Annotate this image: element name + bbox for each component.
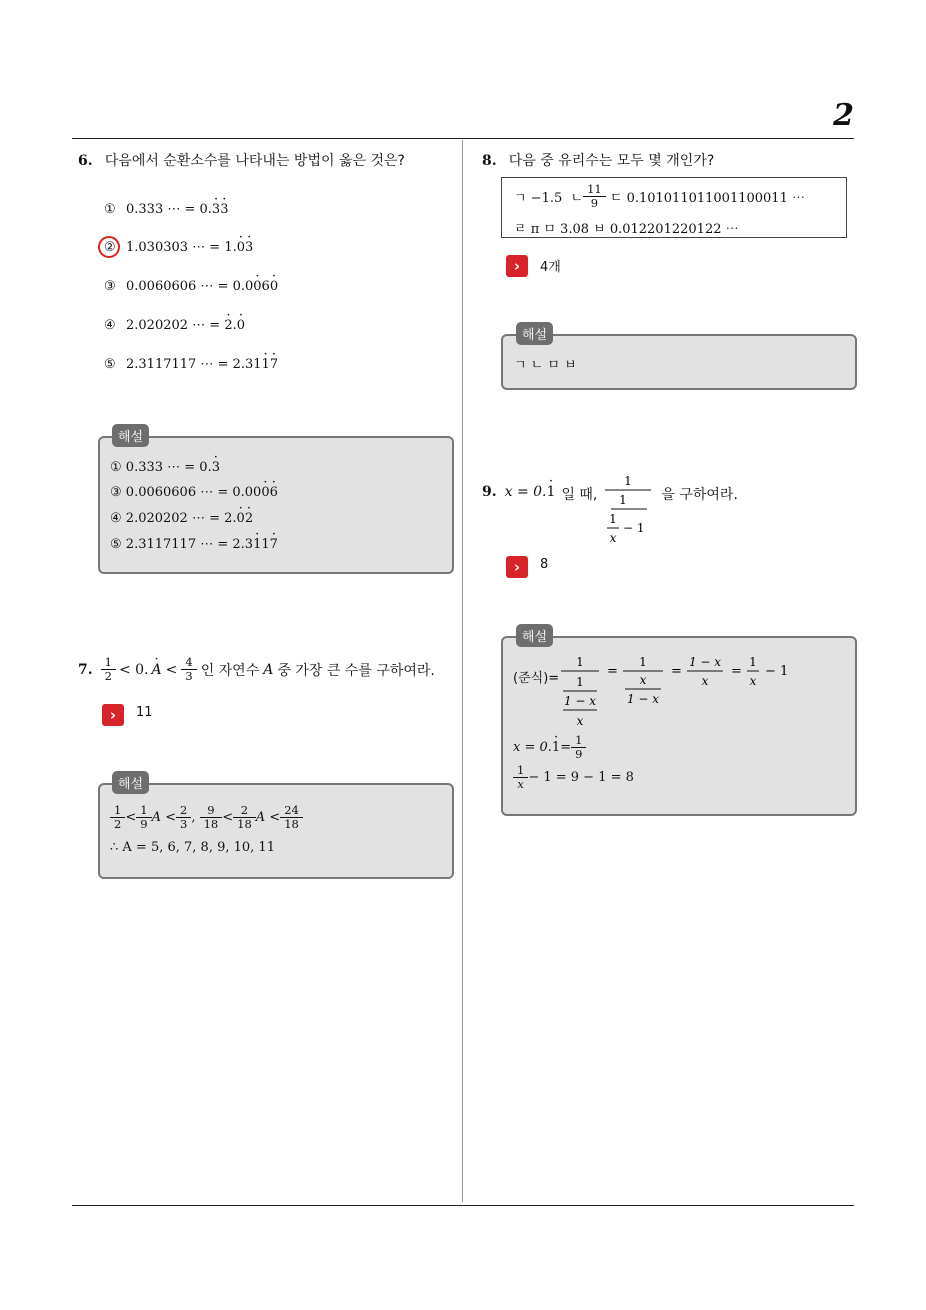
svg-text:=: = bbox=[607, 664, 619, 679]
fraction bbox=[103, 656, 114, 683]
question-9-text: 을 구하여라. bbox=[661, 487, 738, 503]
solution-expression: 2.020202 ⋯ = 2. bbox=[125, 511, 237, 526]
q7-solution-tag: 해설 bbox=[112, 771, 149, 794]
fraction: $\frac{1}{x}$ bbox=[515, 764, 526, 791]
option-number: ⑤ bbox=[104, 357, 116, 372]
numerator: 1 bbox=[104, 655, 112, 669]
repeating-digit: 0 · bbox=[237, 240, 245, 255]
svg-text:1: 1 bbox=[749, 655, 757, 669]
q6-option-1[interactable] bbox=[104, 202, 228, 217]
numerator: 11 bbox=[587, 182, 602, 196]
option-number: ③ bbox=[104, 279, 116, 294]
svg-text:1: 1 bbox=[576, 655, 584, 669]
svg-text:1: 1 bbox=[639, 655, 647, 669]
question-7-stem bbox=[78, 656, 435, 683]
repeating-digit: 3 · bbox=[212, 202, 220, 217]
repeating-digit: 3 · bbox=[212, 460, 220, 475]
question-8-number: 8. bbox=[482, 153, 497, 169]
q9-answer: 8 bbox=[540, 557, 549, 572]
option-number: ① bbox=[110, 460, 122, 475]
answer-arrow-icon: › bbox=[506, 556, 528, 578]
svg-text:x: x bbox=[749, 674, 757, 688]
footer-rule bbox=[72, 1205, 854, 1206]
operator: = bbox=[560, 740, 572, 756]
svg-text:− 1: − 1 bbox=[623, 521, 645, 535]
fraction bbox=[585, 183, 604, 210]
question-8-stem bbox=[482, 150, 714, 170]
svg-text:x: x bbox=[701, 674, 709, 688]
svg-text:=: = bbox=[731, 664, 743, 679]
numerator: 1 bbox=[140, 803, 148, 817]
fraction bbox=[235, 804, 254, 831]
denominator: 2 bbox=[110, 817, 125, 831]
option-expression: 2.020202 ⋯ = bbox=[126, 318, 225, 333]
denominator: 18 bbox=[280, 817, 303, 831]
fraction bbox=[183, 656, 194, 683]
fraction: $\frac{1}{9}$ bbox=[573, 734, 584, 761]
svg-text:1 − x: 1 − x bbox=[627, 692, 660, 706]
question-6-text: 다음에서 순환소수를 나타내는 방법이 옳은 것은? bbox=[104, 153, 405, 169]
q6-option-3[interactable] bbox=[104, 279, 278, 294]
item: ㄷ 0.101011011001100011 ⋯ bbox=[609, 191, 805, 207]
repeating-digit: 1 · bbox=[552, 740, 560, 755]
option-number: ① bbox=[104, 202, 116, 217]
q6-solution-line-3 bbox=[110, 511, 253, 526]
q7-solution-line-1: $\frac{1}{2}$ < $\frac{1}{9}$ A < $\frac{2}{3}$ , $\frac{9}{18}$ < $\frac{2}{18}$ A < $\frac{24}{18}$ bbox=[110, 804, 303, 831]
item: ㄱ −1.5 bbox=[514, 191, 563, 207]
option-number: ② bbox=[104, 240, 116, 255]
q7-solution-line-2: ∴ A = 5, 6, 7, 8, 9, 10, 11 bbox=[110, 840, 275, 855]
q8-solution-line: ㄱ ㄴ ㅁ ㅂ bbox=[514, 358, 577, 373]
denominator: 3 bbox=[176, 817, 191, 831]
question-7-text: 인 자연수 bbox=[200, 662, 260, 679]
expression: x = 0. bbox=[513, 740, 552, 756]
page-number: 2 bbox=[833, 98, 854, 133]
svg-text:x: x bbox=[610, 531, 617, 545]
repeating-digit: 2 · bbox=[224, 318, 232, 333]
numerator: 1 bbox=[114, 803, 122, 817]
svg-text:x: x bbox=[639, 673, 647, 687]
denominator: 3 bbox=[181, 669, 196, 683]
q6-solution-line-4 bbox=[110, 537, 278, 552]
repeating-digit: 7 · bbox=[270, 357, 278, 372]
numerator: 2 bbox=[179, 803, 188, 817]
variable: A · bbox=[152, 662, 162, 678]
fraction bbox=[138, 804, 149, 831]
denominator: 9 bbox=[583, 196, 606, 210]
option-expression: 1.030303 ⋯ = 1. bbox=[126, 240, 237, 255]
repeating-digit: 3 · bbox=[245, 240, 253, 255]
option-number: ④ bbox=[104, 318, 116, 333]
denominator: 18 bbox=[233, 817, 256, 831]
denominator: 18 bbox=[200, 817, 223, 831]
variable: A bbox=[263, 661, 274, 678]
q6-option-2[interactable] bbox=[104, 240, 253, 255]
digit: 1 bbox=[261, 537, 270, 552]
repeating-digit: 0 · bbox=[270, 279, 278, 294]
option-expression: 0.333 ⋯ = 0. bbox=[126, 202, 212, 217]
svg-text:1 − x: 1 − x bbox=[689, 655, 722, 669]
svg-text:=: = bbox=[671, 664, 683, 679]
column-divider bbox=[462, 140, 463, 1202]
q9-solution-line-2 bbox=[513, 734, 586, 761]
answer-arrow-icon: › bbox=[102, 704, 124, 726]
repeating-digit: 1 · bbox=[253, 537, 261, 552]
repeating-digit: 0 · bbox=[253, 279, 261, 294]
expression: < 0. bbox=[118, 661, 149, 678]
repeating-digit: 0 · bbox=[261, 485, 269, 500]
repeating-digit: 0 · bbox=[237, 318, 245, 333]
header-rule bbox=[72, 138, 854, 139]
svg-text:− 1: − 1 bbox=[765, 664, 789, 679]
repeating-digit: 3 · bbox=[220, 202, 228, 217]
numerator: 2 bbox=[240, 803, 249, 817]
svg-text:x: x bbox=[576, 714, 584, 728]
svg-text:1: 1 bbox=[619, 493, 628, 507]
numerator: 9 bbox=[207, 803, 215, 817]
fraction bbox=[178, 804, 189, 831]
option-number: ⑤ bbox=[110, 537, 122, 552]
option-number: ④ bbox=[110, 511, 122, 526]
question-9-stem bbox=[482, 472, 738, 550]
condition-expression: x = 0. bbox=[504, 484, 547, 500]
fraction bbox=[282, 804, 301, 831]
svg-text:1: 1 bbox=[609, 512, 618, 526]
numerator: 24 bbox=[284, 803, 299, 817]
solution-expression: 0.0060606 ⋯ = 0.00 bbox=[125, 485, 262, 500]
fraction bbox=[202, 804, 221, 831]
q6-option-4[interactable] bbox=[104, 318, 245, 333]
svg-text:1: 1 bbox=[576, 675, 584, 689]
question-6-number: 6. bbox=[78, 153, 93, 169]
repeating-digit: 6 · bbox=[270, 485, 278, 500]
q6-solution-line-1 bbox=[110, 460, 220, 475]
q8-items-row-2: ㄹ π ㅁ 3.08 ㅂ 0.012201220122 ⋯ bbox=[514, 222, 739, 237]
q7-answer: 11 bbox=[136, 705, 153, 720]
solution-expression: 0.333 ⋯ = 0. bbox=[125, 460, 212, 475]
svg-text:1: 1 bbox=[624, 474, 633, 488]
q9-solution-tag: 해설 bbox=[516, 624, 553, 647]
q6-solution-line-2 bbox=[110, 485, 278, 500]
q9-solution-line-3 bbox=[513, 764, 634, 791]
q6-solution-box bbox=[98, 436, 454, 574]
expression: − 1 = 9 − 1 = 8 bbox=[528, 770, 634, 786]
q8-answer: 4개 bbox=[540, 260, 561, 275]
question-7-number: 7. bbox=[78, 661, 93, 678]
operator: < bbox=[165, 661, 178, 678]
repeating-digit: 1 · bbox=[547, 484, 556, 500]
svg-text:1 − x: 1 − x bbox=[564, 694, 597, 708]
denominator: 9 bbox=[136, 817, 151, 831]
question-7-text: 중 가장 큰 수를 구하여라. bbox=[277, 662, 435, 679]
complex-fraction bbox=[603, 472, 653, 550]
numerator: 4 bbox=[185, 655, 193, 669]
q9-solution-line-1 bbox=[513, 653, 839, 733]
option-expression: 2.3117117 ⋯ = 2.31 bbox=[126, 357, 262, 372]
repeating-digit: 0 · bbox=[237, 511, 245, 526]
option-expression: 0.0060606 ⋯ = 0.0 bbox=[126, 279, 254, 294]
q6-option-5[interactable] bbox=[104, 357, 278, 372]
question-9-text: 일 때, bbox=[561, 487, 598, 503]
q6-solution-tag: 해설 bbox=[112, 424, 149, 447]
question-6-stem bbox=[78, 150, 405, 170]
repeating-digit: 7 · bbox=[270, 537, 278, 552]
denominator: 2 bbox=[101, 669, 116, 683]
q8-items-row-1 bbox=[514, 183, 805, 210]
decimal-point: . bbox=[232, 318, 237, 333]
option-number: ③ bbox=[110, 485, 122, 500]
solution-expression: 2.3117117 ⋯ = 2.3 bbox=[125, 537, 254, 552]
fraction bbox=[112, 804, 123, 831]
digit: 6 bbox=[261, 279, 270, 294]
solution-prefix: (준식)= bbox=[513, 671, 560, 686]
repeating-digit: 1 · bbox=[262, 357, 270, 372]
solution-expression bbox=[559, 653, 839, 733]
item-label: ㄴ bbox=[570, 191, 584, 207]
repeating-digit: 2 · bbox=[245, 511, 253, 526]
question-8-text: 다음 중 유리수는 모두 몇 개인가? bbox=[508, 153, 715, 169]
question-9-number: 9. bbox=[482, 484, 497, 500]
answer-arrow-icon: › bbox=[506, 255, 528, 277]
q8-solution-tag: 해설 bbox=[516, 322, 553, 345]
